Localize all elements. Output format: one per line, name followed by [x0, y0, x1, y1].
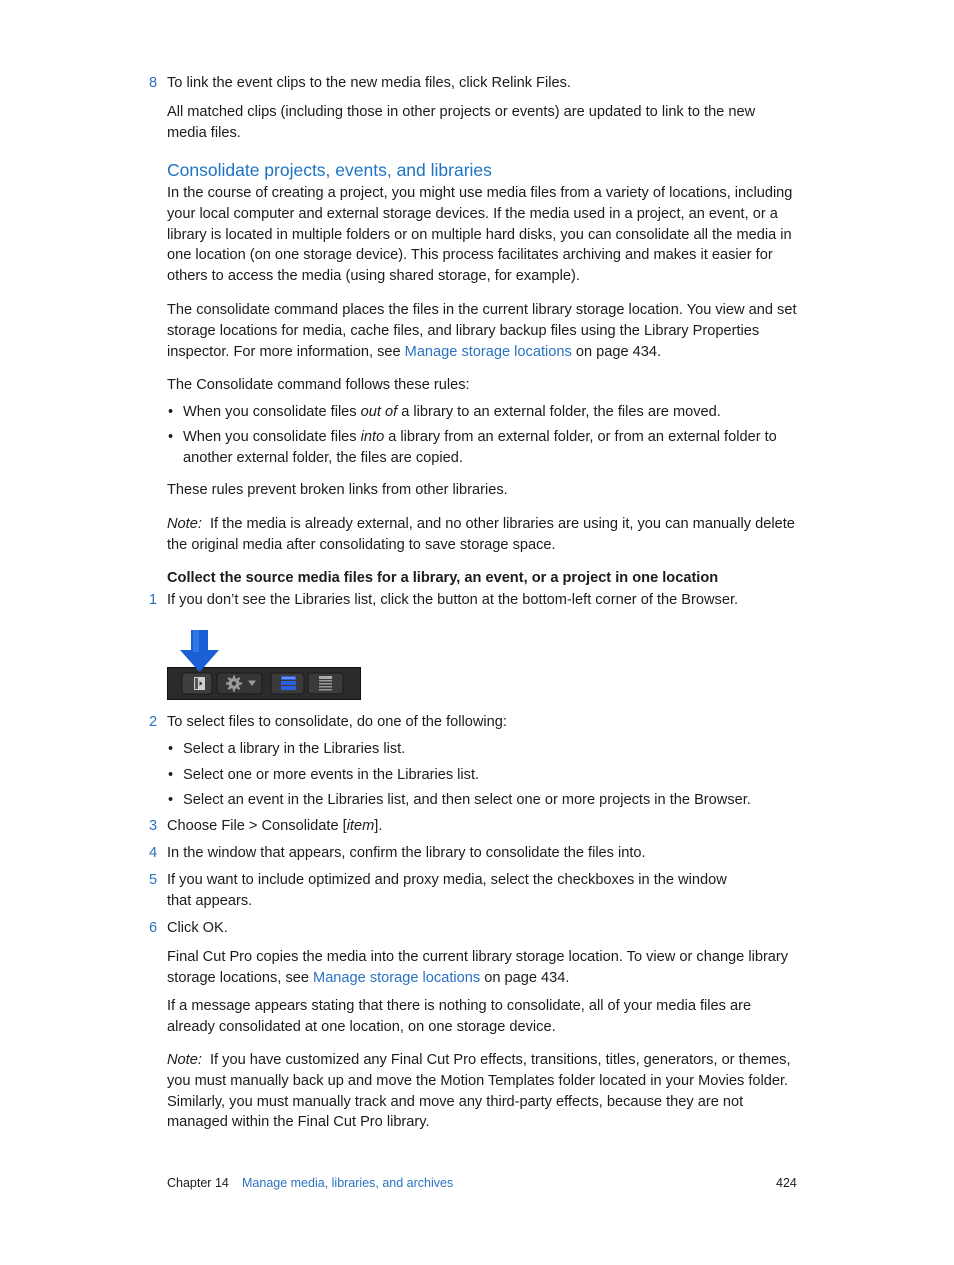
task-heading: Collect the source media files for a library, an event, or a project in one location	[167, 570, 719, 586]
footer-chapter-link[interactable]: Manage media, libraries, and archives	[242, 1176, 454, 1190]
bullet-item: When you consolidate files out of a library to an external folder, the files are moved.	[183, 404, 721, 420]
note: Note: If you have customized any Final Cut Pro effects, transitions, titles, generators, or themes, you must manually back up and move the Motion Templates folder located in your Movies folder. Similarly, you must manually track and move any third-party effects, because they are not managed within the Final Cut Pro library.	[167, 1052, 791, 1131]
bullet-item: Select a library in the Libraries list.	[183, 741, 406, 757]
step-number: 4	[149, 845, 158, 861]
bullet-item: Select an event in the Libraries list, and then select one or more projects in the Browser.	[183, 792, 751, 808]
note: Note: If the media is already external, and no other libraries are using it, you can manually delete the original media after consolidating to save storage space.	[167, 516, 795, 553]
paragraph: If a message appears stating that there is nothing to consolidate, all of your media files are already consolidated at one location, on one storage device.	[167, 998, 752, 1035]
bullet: •	[168, 767, 174, 783]
paragraph: These rules prevent broken links from other libraries.	[167, 482, 508, 498]
step-text: To select files to consolidate, do one of the following:	[167, 714, 507, 730]
step-text: In the window that appears, confirm the library to consolidate the files into.	[167, 845, 646, 861]
note-label: Note:	[167, 516, 202, 532]
browser-toolbar-illustration	[167, 630, 361, 700]
paragraph: All matched clips (including those in other projects or events) are updated to link to the new media files.	[167, 104, 756, 141]
paragraph: The consolidate command places the files in the current library storage location. You view and set storage locations for media, cache files, and library backup files using the Library Properties inspector. For more information, see Manage storage locations on page 434.	[167, 302, 797, 360]
bullet: •	[168, 741, 174, 757]
step-number: 2	[149, 714, 158, 730]
step-text: To link the event clips to the new media files, click Relink Files.	[167, 75, 571, 91]
step-number: 8	[149, 75, 158, 91]
link-manage-storage[interactable]: Manage storage locations	[404, 343, 572, 360]
bullet: •	[168, 429, 174, 445]
arrow-down-icon	[180, 630, 219, 672]
step-text: If you want to include optimized and proxy media, select the checkboxes in the window that appears.	[167, 872, 727, 909]
footer-chapter: Chapter 14	[167, 1176, 229, 1190]
step-number: 3	[149, 818, 158, 834]
link-manage-storage[interactable]: Manage storage locations	[313, 969, 481, 986]
step-number: 6	[149, 920, 158, 936]
gear-icon[interactable]	[217, 673, 262, 694]
step-number: 5	[149, 872, 158, 888]
note-label: Note:	[167, 1052, 202, 1068]
step-number: 1	[149, 592, 158, 608]
section-heading: Consolidate projects, events, and libraries	[167, 160, 492, 180]
paragraph: In the course of creating a project, you might use media files from a variety of locations, including your local computer and external storage devices. If the media used in a project, an event, or a library is located in multiple folders or on multiple hard disks, you can consolidate all the media in one location (on one storage device). This process facilitates archiving and makes it easier for others to access the media (using shared storage, for example).	[167, 185, 793, 285]
bullet-item: When you consolidate files into a library from an external folder, or from an external folder to another external folder, the files are copied.	[183, 429, 777, 466]
page-number: 424	[776, 1176, 797, 1190]
step-text: Choose File > Consolidate [item].	[167, 818, 383, 834]
bullet: •	[168, 792, 174, 808]
paragraph: Final Cut Pro copies the media into the current library storage location. To view or change library storage locations, see Manage storage locations on page 434.	[167, 949, 789, 986]
bullet-item: Select one or more events in the Libraries list.	[183, 767, 480, 783]
bullet: •	[168, 404, 174, 420]
step-text: Click OK.	[167, 920, 228, 936]
step-text: If you don’t see the Libraries list, click the button at the bottom-left corner of the Browser.	[167, 592, 739, 608]
paragraph: The Consolidate command follows these rules:	[167, 377, 470, 393]
